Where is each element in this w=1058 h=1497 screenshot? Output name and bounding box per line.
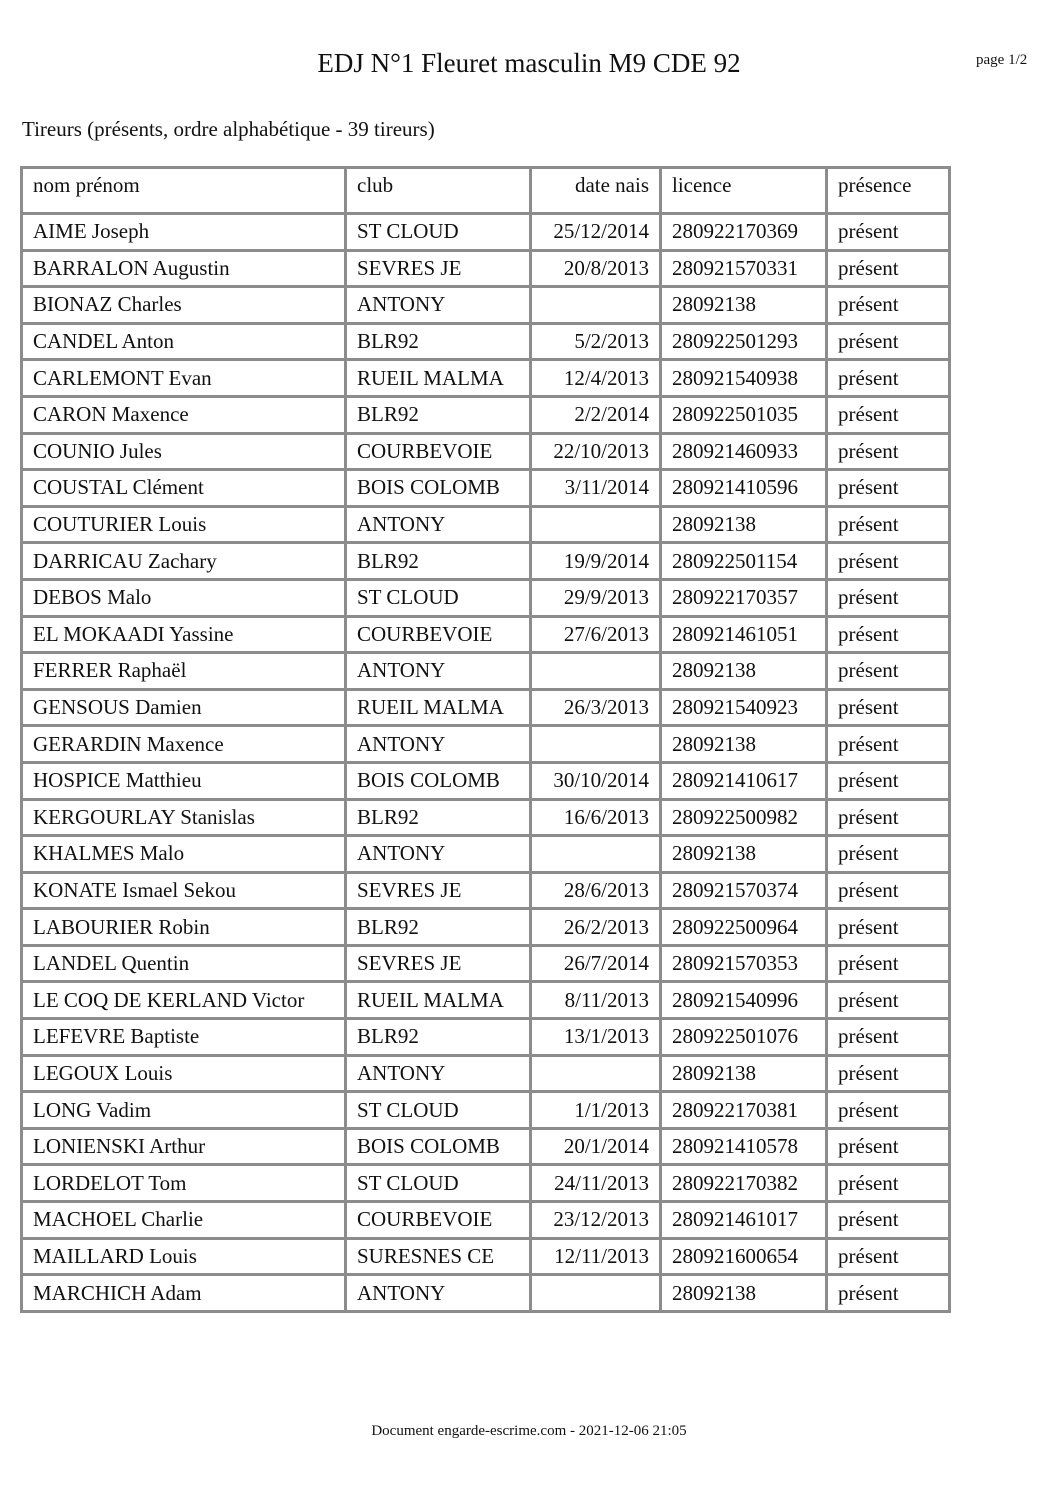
- cell-presence: présent: [827, 470, 950, 507]
- header-presence: présence: [827, 168, 950, 214]
- cell-licence: 280921570374: [661, 872, 827, 909]
- cell-birthdate: 8/11/2013: [531, 982, 661, 1019]
- table-row: [22, 543, 950, 580]
- cell-licence: 280922170369: [661, 214, 827, 251]
- cell-club: BLR92: [346, 323, 531, 360]
- cell-club: ANTONY: [346, 506, 531, 543]
- cell-name: BARRALON Augustin: [22, 250, 346, 287]
- cell-presence: présent: [827, 396, 950, 433]
- cell-birthdate: 12/11/2013: [531, 1238, 661, 1275]
- header-licence: licence: [661, 168, 827, 214]
- cell-licence: 280922500964: [661, 909, 827, 946]
- cell-presence: présent: [827, 616, 950, 653]
- table-row: [22, 396, 950, 433]
- cell-name: FERRER Raphaël: [22, 653, 346, 690]
- cell-club: BLR92: [346, 1019, 531, 1056]
- table-row: [22, 433, 950, 470]
- cell-name: LEGOUX Louis: [22, 1055, 346, 1092]
- cell-club: ANTONY: [346, 836, 531, 873]
- cell-presence: présent: [827, 1275, 950, 1312]
- table-row: [22, 323, 950, 360]
- cell-birthdate: [531, 726, 661, 763]
- cell-licence: 280922170382: [661, 1165, 827, 1202]
- cell-birthdate: 22/10/2013: [531, 433, 661, 470]
- cell-name: BIONAZ Charles: [22, 287, 346, 324]
- table-row: [22, 1275, 950, 1312]
- cell-name: COUTURIER Louis: [22, 506, 346, 543]
- table-row: [22, 1128, 950, 1165]
- table-body: [22, 214, 950, 1312]
- table-row: [22, 762, 950, 799]
- cell-birthdate: 27/6/2013: [531, 616, 661, 653]
- cell-birthdate: [531, 287, 661, 324]
- header-birthdate: date nais: [531, 168, 661, 214]
- table-row: [22, 836, 950, 873]
- cell-licence: 28092138: [661, 506, 827, 543]
- cell-licence: 280922170357: [661, 579, 827, 616]
- cell-presence: présent: [827, 1202, 950, 1239]
- cell-club: BLR92: [346, 543, 531, 580]
- cell-name: CANDEL Anton: [22, 323, 346, 360]
- table-header-row: [22, 168, 950, 214]
- cell-licence: 28092138: [661, 726, 827, 763]
- cell-presence: présent: [827, 250, 950, 287]
- table-row: [22, 470, 950, 507]
- cell-birthdate: [531, 1055, 661, 1092]
- cell-birthdate: 28/6/2013: [531, 872, 661, 909]
- cell-presence: présent: [827, 909, 950, 946]
- header-club: club: [346, 168, 531, 214]
- cell-presence: présent: [827, 506, 950, 543]
- cell-presence: présent: [827, 1019, 950, 1056]
- cell-presence: présent: [827, 653, 950, 690]
- cell-birthdate: 23/12/2013: [531, 1202, 661, 1239]
- cell-licence: 28092138: [661, 653, 827, 690]
- footer: Document engarde-escrime.com - 2021-12-06 21:05: [371, 1423, 687, 1439]
- cell-licence: 280921460933: [661, 433, 827, 470]
- cell-club: ST CLOUD: [346, 214, 531, 251]
- header-name: nom prénom: [22, 168, 346, 214]
- cell-birthdate: 2/2/2014: [531, 396, 661, 433]
- cell-licence: 28092138: [661, 836, 827, 873]
- cell-name: AIME Joseph: [22, 214, 346, 251]
- cell-birthdate: 26/7/2014: [531, 945, 661, 982]
- table-row: [22, 616, 950, 653]
- cell-licence: 280921540923: [661, 689, 827, 726]
- table-row: [22, 653, 950, 690]
- cell-presence: présent: [827, 762, 950, 799]
- cell-name: LABOURIER Robin: [22, 909, 346, 946]
- cell-club: BOIS COLOMB: [346, 1128, 531, 1165]
- cell-club: ANTONY: [346, 1275, 531, 1312]
- cell-presence: présent: [827, 579, 950, 616]
- cell-name: GERARDIN Maxence: [22, 726, 346, 763]
- cell-name: LORDELOT Tom: [22, 1165, 346, 1202]
- table-row: [22, 982, 950, 1019]
- cell-club: RUEIL MALMA: [346, 982, 531, 1019]
- cell-club: SURESNES CE: [346, 1238, 531, 1275]
- cell-presence: présent: [827, 799, 950, 836]
- cell-birthdate: 1/1/2013: [531, 1092, 661, 1129]
- cell-presence: présent: [827, 1128, 950, 1165]
- cell-name: LONG Vadim: [22, 1092, 346, 1129]
- cell-licence: 280921461017: [661, 1202, 827, 1239]
- cell-licence: 28092138: [661, 1275, 827, 1312]
- cell-presence: présent: [827, 872, 950, 909]
- cell-presence: présent: [827, 433, 950, 470]
- cell-birthdate: [531, 1275, 661, 1312]
- cell-licence: 280921540938: [661, 360, 827, 397]
- cell-presence: présent: [827, 543, 950, 580]
- cell-club: BLR92: [346, 909, 531, 946]
- cell-name: MAILLARD Louis: [22, 1238, 346, 1275]
- cell-licence: 280921540996: [661, 982, 827, 1019]
- cell-presence: présent: [827, 1055, 950, 1092]
- cell-name: KERGOURLAY Stanislas: [22, 799, 346, 836]
- page-number: page 1/2: [976, 52, 1028, 68]
- cell-birthdate: 25/12/2014: [531, 214, 661, 251]
- cell-licence: 280922500982: [661, 799, 827, 836]
- cell-club: BOIS COLOMB: [346, 762, 531, 799]
- cell-presence: présent: [827, 1238, 950, 1275]
- cell-club: ANTONY: [346, 653, 531, 690]
- table-row: [22, 1202, 950, 1239]
- cell-presence: présent: [827, 982, 950, 1019]
- cell-club: SEVRES JE: [346, 872, 531, 909]
- cell-birthdate: [531, 836, 661, 873]
- cell-licence: 280922170381: [661, 1092, 827, 1129]
- cell-presence: présent: [827, 287, 950, 324]
- cell-licence: 28092138: [661, 287, 827, 324]
- cell-name: LEFEVRE Baptiste: [22, 1019, 346, 1056]
- cell-birthdate: 5/2/2013: [531, 323, 661, 360]
- cell-birthdate: [531, 506, 661, 543]
- cell-birthdate: 26/2/2013: [531, 909, 661, 946]
- cell-club: BLR92: [346, 799, 531, 836]
- cell-licence: 280921410578: [661, 1128, 827, 1165]
- cell-name: COUSTAL Clément: [22, 470, 346, 507]
- cell-club: ST CLOUD: [346, 1165, 531, 1202]
- cell-name: DEBOS Malo: [22, 579, 346, 616]
- cell-licence: 280921570353: [661, 945, 827, 982]
- cell-presence: présent: [827, 726, 950, 763]
- cell-club: SEVRES JE: [346, 945, 531, 982]
- cell-birthdate: 3/11/2014: [531, 470, 661, 507]
- cell-name: MARCHICH Adam: [22, 1275, 346, 1312]
- cell-name: DARRICAU Zachary: [22, 543, 346, 580]
- table-row: [22, 214, 950, 251]
- cell-licence: 280922501293: [661, 323, 827, 360]
- cell-licence: 280922501154: [661, 543, 827, 580]
- table-row: [22, 1238, 950, 1275]
- cell-birthdate: 29/9/2013: [531, 579, 661, 616]
- cell-birthdate: 12/4/2013: [531, 360, 661, 397]
- cell-licence: 280922501035: [661, 396, 827, 433]
- cell-club: ANTONY: [346, 287, 531, 324]
- cell-name: LONIENSKI Arthur: [22, 1128, 346, 1165]
- cell-presence: présent: [827, 836, 950, 873]
- table-row: [22, 689, 950, 726]
- cell-presence: présent: [827, 1165, 950, 1202]
- cell-birthdate: 30/10/2014: [531, 762, 661, 799]
- cell-presence: présent: [827, 214, 950, 251]
- cell-birthdate: [531, 653, 661, 690]
- cell-licence: 280922501076: [661, 1019, 827, 1056]
- cell-birthdate: 19/9/2014: [531, 543, 661, 580]
- table-row: [22, 360, 950, 397]
- table-row: [22, 1055, 950, 1092]
- table-row: [22, 250, 950, 287]
- cell-club: ST CLOUD: [346, 579, 531, 616]
- cell-name: COUNIO Jules: [22, 433, 346, 470]
- cell-club: COURBEVOIE: [346, 1202, 531, 1239]
- table-row: [22, 872, 950, 909]
- document-title: EDJ N°1 Fleuret masculin M9 CDE 92: [317, 48, 741, 78]
- cell-name: LANDEL Quentin: [22, 945, 346, 982]
- table-row: [22, 579, 950, 616]
- table-row: [22, 1019, 950, 1056]
- cell-presence: présent: [827, 945, 950, 982]
- cell-licence: 280921600654: [661, 1238, 827, 1275]
- cell-licence: 280921570331: [661, 250, 827, 287]
- cell-name: MACHOEL Charlie: [22, 1202, 346, 1239]
- table-row: [22, 726, 950, 763]
- table-row: [22, 909, 950, 946]
- cell-club: BLR92: [346, 396, 531, 433]
- cell-club: RUEIL MALMA: [346, 360, 531, 397]
- cell-licence: 280921410617: [661, 762, 827, 799]
- cell-name: KONATE Ismael Sekou: [22, 872, 346, 909]
- cell-club: COURBEVOIE: [346, 616, 531, 653]
- cell-name: KHALMES Malo: [22, 836, 346, 873]
- section-subtitle: Tireurs (présents, ordre alphabétique - 39 tireurs): [22, 117, 435, 141]
- cell-presence: présent: [827, 689, 950, 726]
- cell-club: ST CLOUD: [346, 1092, 531, 1129]
- table-row: [22, 506, 950, 543]
- cell-licence: 280921410596: [661, 470, 827, 507]
- cell-name: HOSPICE Matthieu: [22, 762, 346, 799]
- cell-licence: 280921461051: [661, 616, 827, 653]
- table-row: [22, 1165, 950, 1202]
- cell-birthdate: 13/1/2013: [531, 1019, 661, 1056]
- cell-presence: présent: [827, 1092, 950, 1129]
- table-row: [22, 287, 950, 324]
- table-row: [22, 799, 950, 836]
- cell-name: CARON Maxence: [22, 396, 346, 433]
- cell-birthdate: 16/6/2013: [531, 799, 661, 836]
- cell-birthdate: 24/11/2013: [531, 1165, 661, 1202]
- cell-name: EL MOKAADI Yassine: [22, 616, 346, 653]
- cell-club: SEVRES JE: [346, 250, 531, 287]
- cell-birthdate: 20/8/2013: [531, 250, 661, 287]
- cell-birthdate: 20/1/2014: [531, 1128, 661, 1165]
- cell-club: ANTONY: [346, 1055, 531, 1092]
- cell-name: GENSOUS Damien: [22, 689, 346, 726]
- fencers-table: [20, 166, 951, 1313]
- cell-club: BOIS COLOMB: [346, 470, 531, 507]
- cell-name: CARLEMONT Evan: [22, 360, 346, 397]
- cell-name: LE COQ DE KERLAND Victor: [22, 982, 346, 1019]
- cell-club: RUEIL MALMA: [346, 689, 531, 726]
- cell-club: COURBEVOIE: [346, 433, 531, 470]
- cell-birthdate: 26/3/2013: [531, 689, 661, 726]
- cell-presence: présent: [827, 360, 950, 397]
- table-row: [22, 1092, 950, 1129]
- cell-club: ANTONY: [346, 726, 531, 763]
- cell-licence: 28092138: [661, 1055, 827, 1092]
- cell-presence: présent: [827, 323, 950, 360]
- table-row: [22, 945, 950, 982]
